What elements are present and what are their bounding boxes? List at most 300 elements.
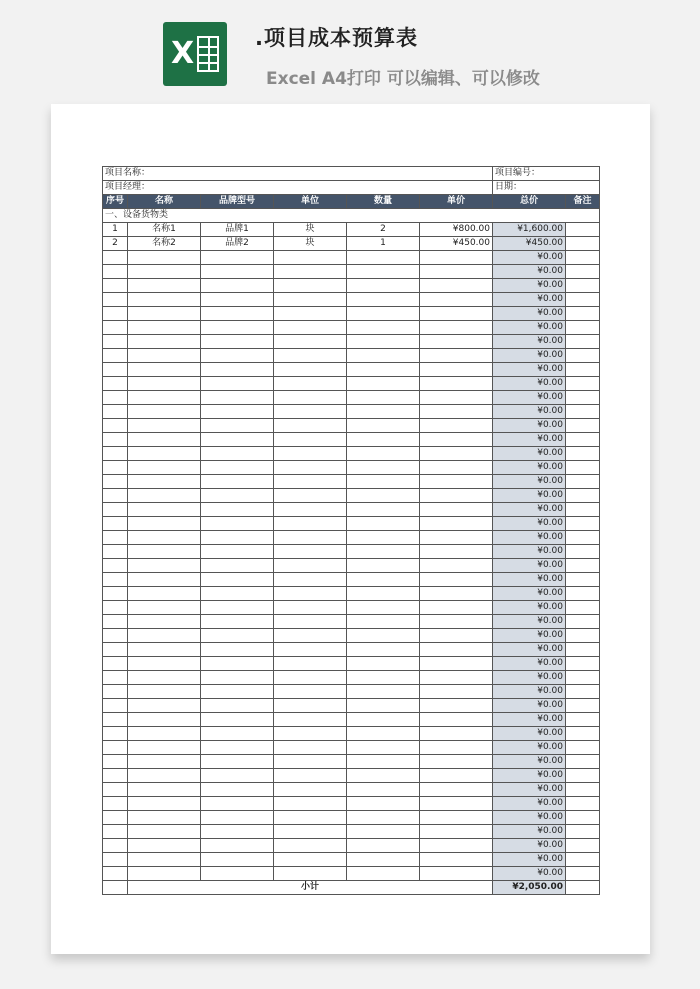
cell-quantity[interactable] [347, 867, 420, 881]
cell-brand-model[interactable] [201, 713, 274, 727]
cell-unit[interactable] [274, 447, 347, 461]
cell-name[interactable] [128, 629, 201, 643]
cell-remark[interactable] [566, 559, 600, 573]
cell-quantity[interactable] [347, 671, 420, 685]
cell-brand-model[interactable] [201, 377, 274, 391]
cell-unit-price[interactable] [420, 615, 493, 629]
cell-quantity[interactable]: 2 [347, 223, 420, 237]
cell-index[interactable] [103, 825, 128, 839]
cell-unit-price[interactable] [420, 671, 493, 685]
cell-index[interactable] [103, 531, 128, 545]
cell-index[interactable] [103, 475, 128, 489]
cell-index[interactable] [103, 671, 128, 685]
cell-index[interactable] [103, 405, 128, 419]
cell-unit-price[interactable] [420, 853, 493, 867]
cell-index[interactable]: 2 [103, 237, 128, 251]
cell-brand-model[interactable] [201, 811, 274, 825]
cell-total-price[interactable]: ¥0.00 [493, 559, 566, 573]
cell-name[interactable] [128, 643, 201, 657]
cell-brand-model[interactable] [201, 293, 274, 307]
cell-total-price[interactable]: ¥0.00 [493, 545, 566, 559]
cell-remark[interactable] [566, 321, 600, 335]
cell-index[interactable] [103, 769, 128, 783]
cell-name[interactable] [128, 573, 201, 587]
cell-unit[interactable] [274, 503, 347, 517]
cell-total-price[interactable]: ¥0.00 [493, 377, 566, 391]
cell-remark[interactable] [566, 223, 600, 237]
cell-quantity[interactable] [347, 573, 420, 587]
cell-index[interactable] [103, 853, 128, 867]
cell-quantity[interactable] [347, 251, 420, 265]
cell-unit-price[interactable] [420, 307, 493, 321]
cell-unit-price[interactable] [420, 433, 493, 447]
cell-quantity[interactable] [347, 517, 420, 531]
cell-unit-price[interactable] [420, 573, 493, 587]
cell-unit[interactable] [274, 587, 347, 601]
cell-index[interactable] [103, 797, 128, 811]
cell-index[interactable] [103, 377, 128, 391]
cell-remark[interactable] [566, 489, 600, 503]
cell-remark[interactable] [566, 335, 600, 349]
cell-name[interactable] [128, 531, 201, 545]
cell-name[interactable] [128, 769, 201, 783]
cell-total-price[interactable]: ¥0.00 [493, 713, 566, 727]
cell-unit-price[interactable] [420, 769, 493, 783]
cell-total-price[interactable]: ¥0.00 [493, 419, 566, 433]
cell-unit[interactable] [274, 629, 347, 643]
cell-total-price[interactable]: ¥0.00 [493, 629, 566, 643]
cell-name[interactable] [128, 377, 201, 391]
cell-total-price[interactable]: ¥0.00 [493, 307, 566, 321]
cell-index[interactable] [103, 503, 128, 517]
cell-total-price[interactable]: ¥0.00 [493, 265, 566, 279]
cell-unit[interactable] [274, 251, 347, 265]
cell-quantity[interactable] [347, 699, 420, 713]
cell-unit-price[interactable] [420, 601, 493, 615]
date-cell[interactable]: 日期： [493, 181, 600, 195]
cell-total-price[interactable]: ¥0.00 [493, 531, 566, 545]
cell-quantity[interactable] [347, 629, 420, 643]
cell-quantity[interactable] [347, 797, 420, 811]
cell-brand-model[interactable]: 品牌2 [201, 237, 274, 251]
cell-index[interactable] [103, 657, 128, 671]
cell-total-price[interactable]: ¥1,600.00 [493, 223, 566, 237]
cell-total-price[interactable]: ¥0.00 [493, 321, 566, 335]
cell-name[interactable] [128, 741, 201, 755]
cell-remark[interactable] [566, 853, 600, 867]
cell-remark[interactable] [566, 545, 600, 559]
cell-unit-price[interactable]: ¥800.00 [420, 223, 493, 237]
cell-remark[interactable] [566, 811, 600, 825]
cell-unit[interactable] [274, 825, 347, 839]
cell-name[interactable] [128, 251, 201, 265]
cell-unit-price[interactable] [420, 265, 493, 279]
cell-total-price[interactable]: ¥0.00 [493, 825, 566, 839]
cell-remark[interactable] [566, 363, 600, 377]
cell-unit[interactable] [274, 797, 347, 811]
cell-remark[interactable] [566, 839, 600, 853]
cell-index[interactable] [103, 699, 128, 713]
cell-remark[interactable] [566, 615, 600, 629]
cell-remark[interactable] [566, 825, 600, 839]
cell-total-price[interactable]: ¥0.00 [493, 587, 566, 601]
cell-quantity[interactable] [347, 727, 420, 741]
cell-unit[interactable] [274, 377, 347, 391]
cell-quantity[interactable] [347, 349, 420, 363]
cell-total-price[interactable]: ¥0.00 [493, 811, 566, 825]
cell-brand-model[interactable] [201, 251, 274, 265]
cell-quantity[interactable] [347, 489, 420, 503]
cell-index[interactable] [103, 335, 128, 349]
cell-index[interactable] [103, 741, 128, 755]
cell-name[interactable] [128, 307, 201, 321]
cell-total-price[interactable]: ¥0.00 [493, 741, 566, 755]
cell-index[interactable] [103, 713, 128, 727]
cell-unit[interactable] [274, 307, 347, 321]
cell-quantity[interactable] [347, 587, 420, 601]
cell-brand-model[interactable] [201, 461, 274, 475]
cell-total-price[interactable]: ¥0.00 [493, 853, 566, 867]
cell-name[interactable]: 名称2 [128, 237, 201, 251]
cell-unit-price[interactable] [420, 713, 493, 727]
cell-unit-price[interactable] [420, 629, 493, 643]
cell-brand-model[interactable] [201, 699, 274, 713]
cell-brand-model[interactable] [201, 391, 274, 405]
cell-quantity[interactable] [347, 433, 420, 447]
cell-name[interactable] [128, 503, 201, 517]
cell-remark[interactable] [566, 419, 600, 433]
cell-unit-price[interactable] [420, 559, 493, 573]
cell-quantity[interactable] [347, 839, 420, 853]
cell-total-price[interactable]: ¥0.00 [493, 867, 566, 881]
cell-quantity[interactable] [347, 559, 420, 573]
cell-remark[interactable] [566, 461, 600, 475]
cell-remark[interactable] [566, 279, 600, 293]
cell-unit-price[interactable] [420, 335, 493, 349]
cell-unit-price[interactable] [420, 741, 493, 755]
cell-index[interactable] [103, 349, 128, 363]
cell-unit-price[interactable] [420, 391, 493, 405]
cell-index[interactable] [103, 307, 128, 321]
cell-name[interactable] [128, 321, 201, 335]
cell-name[interactable] [128, 405, 201, 419]
cell-index[interactable] [103, 601, 128, 615]
cell-unit[interactable] [274, 461, 347, 475]
cell-quantity[interactable] [347, 783, 420, 797]
cell-name[interactable] [128, 797, 201, 811]
cell-brand-model[interactable] [201, 433, 274, 447]
cell-quantity[interactable] [347, 531, 420, 545]
cell-brand-model[interactable] [201, 755, 274, 769]
cell-brand-model[interactable] [201, 559, 274, 573]
cell-unit[interactable]: 块 [274, 223, 347, 237]
project-name-cell[interactable]: 项目名称： [103, 167, 493, 181]
cell-unit[interactable] [274, 741, 347, 755]
cell-brand-model[interactable] [201, 741, 274, 755]
cell-remark[interactable] [566, 293, 600, 307]
cell-quantity[interactable] [347, 363, 420, 377]
cell-unit-price[interactable] [420, 363, 493, 377]
cell-unit[interactable] [274, 559, 347, 573]
cell-quantity[interactable] [347, 307, 420, 321]
cell-unit-price[interactable] [420, 545, 493, 559]
cell-brand-model[interactable] [201, 587, 274, 601]
cell-unit-price[interactable] [420, 517, 493, 531]
cell-unit-price[interactable] [420, 489, 493, 503]
cell-index[interactable] [103, 517, 128, 531]
cell-name[interactable] [128, 671, 201, 685]
cell-unit-price[interactable]: ¥450.00 [420, 237, 493, 251]
cell-total-price[interactable]: ¥0.00 [493, 797, 566, 811]
cell-brand-model[interactable] [201, 825, 274, 839]
cell-name[interactable] [128, 293, 201, 307]
cell-name[interactable] [128, 461, 201, 475]
cell-unit-price[interactable] [420, 377, 493, 391]
cell-brand-model[interactable] [201, 265, 274, 279]
cell-total-price[interactable]: ¥0.00 [493, 293, 566, 307]
cell-total-price[interactable]: ¥0.00 [493, 349, 566, 363]
cell-unit[interactable] [274, 489, 347, 503]
cell-index[interactable] [103, 391, 128, 405]
cell-remark[interactable] [566, 713, 600, 727]
cell-unit[interactable] [274, 713, 347, 727]
cell-remark[interactable] [566, 447, 600, 461]
cell-quantity[interactable] [347, 503, 420, 517]
cell-name[interactable] [128, 755, 201, 769]
cell-unit-price[interactable] [420, 825, 493, 839]
cell-quantity[interactable] [347, 419, 420, 433]
cell-name[interactable] [128, 559, 201, 573]
cell-brand-model[interactable] [201, 643, 274, 657]
cell-total-price[interactable]: ¥0.00 [493, 643, 566, 657]
cell-total-price[interactable]: ¥0.00 [493, 475, 566, 489]
cell-name[interactable] [128, 825, 201, 839]
cell-brand-model[interactable] [201, 307, 274, 321]
cell-remark[interactable] [566, 783, 600, 797]
cell-unit-price[interactable] [420, 657, 493, 671]
cell-brand-model[interactable] [201, 839, 274, 853]
cell-brand-model[interactable] [201, 629, 274, 643]
cell-name[interactable] [128, 349, 201, 363]
project-manager-cell[interactable]: 项目经理： [103, 181, 493, 195]
cell-quantity[interactable] [347, 643, 420, 657]
cell-total-price[interactable]: ¥0.00 [493, 517, 566, 531]
cell-name[interactable] [128, 615, 201, 629]
cell-remark[interactable] [566, 573, 600, 587]
cell-unit[interactable] [274, 811, 347, 825]
cell-brand-model[interactable] [201, 545, 274, 559]
cell-unit[interactable] [274, 349, 347, 363]
cell-name[interactable] [128, 363, 201, 377]
cell-unit[interactable] [274, 601, 347, 615]
cell-index[interactable] [103, 783, 128, 797]
cell-quantity[interactable] [347, 657, 420, 671]
cell-remark[interactable] [566, 755, 600, 769]
cell-index[interactable] [103, 587, 128, 601]
cell-name[interactable] [128, 839, 201, 853]
cell-name[interactable] [128, 335, 201, 349]
cell-unit[interactable] [274, 699, 347, 713]
cell-brand-model[interactable] [201, 531, 274, 545]
cell-quantity[interactable] [347, 335, 420, 349]
cell-unit[interactable] [274, 685, 347, 699]
cell-index[interactable] [103, 265, 128, 279]
cell-name[interactable] [128, 475, 201, 489]
cell-total-price[interactable]: ¥0.00 [493, 657, 566, 671]
cell-unit[interactable] [274, 265, 347, 279]
cell-unit-price[interactable] [420, 783, 493, 797]
cell-unit-price[interactable] [420, 279, 493, 293]
cell-unit[interactable] [274, 867, 347, 881]
cell-quantity[interactable] [347, 279, 420, 293]
cell-index[interactable] [103, 755, 128, 769]
cell-total-price[interactable]: ¥0.00 [493, 279, 566, 293]
cell-unit-price[interactable] [420, 531, 493, 545]
cell-remark[interactable] [566, 797, 600, 811]
cell-total-price[interactable]: ¥0.00 [493, 405, 566, 419]
cell-index[interactable] [103, 629, 128, 643]
cell-remark[interactable] [566, 867, 600, 881]
cell-unit-price[interactable] [420, 727, 493, 741]
cell-brand-model[interactable] [201, 321, 274, 335]
cell-remark[interactable] [566, 349, 600, 363]
cell-quantity[interactable] [347, 601, 420, 615]
cell-total-price[interactable]: ¥0.00 [493, 251, 566, 265]
cell-remark[interactable] [566, 531, 600, 545]
cell-total-price[interactable]: ¥0.00 [493, 685, 566, 699]
cell-unit-price[interactable] [420, 461, 493, 475]
cell-remark[interactable] [566, 629, 600, 643]
cell-name[interactable] [128, 433, 201, 447]
cell-unit-price[interactable] [420, 503, 493, 517]
cell-remark[interactable] [566, 657, 600, 671]
cell-total-price[interactable]: ¥0.00 [493, 503, 566, 517]
cell-quantity[interactable] [347, 391, 420, 405]
cell-remark[interactable] [566, 517, 600, 531]
cell-total-price[interactable]: ¥450.00 [493, 237, 566, 251]
cell-remark[interactable] [566, 475, 600, 489]
cell-brand-model[interactable] [201, 867, 274, 881]
cell-remark[interactable] [566, 391, 600, 405]
cell-index[interactable] [103, 867, 128, 881]
cell-quantity[interactable] [347, 377, 420, 391]
cell-brand-model[interactable] [201, 657, 274, 671]
cell-unit-price[interactable] [420, 643, 493, 657]
cell-total-price[interactable]: ¥0.00 [493, 727, 566, 741]
cell-brand-model[interactable] [201, 349, 274, 363]
cell-remark[interactable] [566, 643, 600, 657]
cell-brand-model[interactable] [201, 489, 274, 503]
cell-quantity[interactable] [347, 447, 420, 461]
cell-unit-price[interactable] [420, 321, 493, 335]
cell-name[interactable] [128, 391, 201, 405]
cell-name[interactable] [128, 601, 201, 615]
cell-index[interactable] [103, 573, 128, 587]
cell-total-price[interactable]: ¥0.00 [493, 755, 566, 769]
cell-unit-price[interactable] [420, 293, 493, 307]
cell-index[interactable] [103, 293, 128, 307]
cell-unit-price[interactable] [420, 419, 493, 433]
cell-quantity[interactable] [347, 755, 420, 769]
cell-remark[interactable] [566, 741, 600, 755]
cell-name[interactable] [128, 489, 201, 503]
cell-index[interactable] [103, 461, 128, 475]
cell-unit-price[interactable] [420, 251, 493, 265]
cell-index[interactable] [103, 279, 128, 293]
cell-name[interactable] [128, 867, 201, 881]
cell-index[interactable]: 1 [103, 223, 128, 237]
cell-quantity[interactable] [347, 545, 420, 559]
cell-remark[interactable] [566, 237, 600, 251]
cell-quantity[interactable] [347, 461, 420, 475]
cell-name[interactable] [128, 811, 201, 825]
cell-total-price[interactable]: ¥0.00 [493, 447, 566, 461]
cell-unit-price[interactable] [420, 587, 493, 601]
cell-unit-price[interactable] [420, 755, 493, 769]
cell-quantity[interactable] [347, 265, 420, 279]
cell-brand-model[interactable] [201, 685, 274, 699]
cell-total-price[interactable]: ¥0.00 [493, 615, 566, 629]
cell-name[interactable] [128, 727, 201, 741]
cell-quantity[interactable] [347, 713, 420, 727]
cell-unit-price[interactable] [420, 699, 493, 713]
cell-name[interactable] [128, 545, 201, 559]
cell-unit[interactable] [274, 727, 347, 741]
cell-total-price[interactable]: ¥0.00 [493, 783, 566, 797]
cell-unit[interactable] [274, 405, 347, 419]
cell-remark[interactable] [566, 307, 600, 321]
cell-unit[interactable] [274, 853, 347, 867]
cell-name[interactable] [128, 685, 201, 699]
cell-name[interactable] [128, 517, 201, 531]
cell-total-price[interactable]: ¥0.00 [493, 461, 566, 475]
cell-quantity[interactable] [347, 769, 420, 783]
cell-name[interactable] [128, 713, 201, 727]
cell-quantity[interactable] [347, 475, 420, 489]
cell-unit-price[interactable] [420, 797, 493, 811]
cell-remark[interactable] [566, 587, 600, 601]
cell-total-price[interactable]: ¥0.00 [493, 839, 566, 853]
cell-total-price[interactable]: ¥0.00 [493, 601, 566, 615]
cell-index[interactable] [103, 489, 128, 503]
cell-brand-model[interactable] [201, 405, 274, 419]
cell-unit-price[interactable] [420, 867, 493, 881]
cell-unit[interactable] [274, 755, 347, 769]
cell-name[interactable] [128, 279, 201, 293]
cell-brand-model[interactable] [201, 503, 274, 517]
cell-unit[interactable] [274, 769, 347, 783]
cell-total-price[interactable]: ¥0.00 [493, 699, 566, 713]
cell-quantity[interactable] [347, 293, 420, 307]
cell-index[interactable] [103, 433, 128, 447]
cell-index[interactable] [103, 811, 128, 825]
cell-index[interactable] [103, 545, 128, 559]
cell-quantity[interactable] [347, 615, 420, 629]
cell-quantity[interactable] [347, 811, 420, 825]
cell-remark[interactable] [566, 265, 600, 279]
cell-index[interactable] [103, 419, 128, 433]
cell-unit[interactable] [274, 335, 347, 349]
cell-unit[interactable] [274, 433, 347, 447]
cell-index[interactable] [103, 643, 128, 657]
cell-brand-model[interactable] [201, 797, 274, 811]
cell-quantity[interactable] [347, 321, 420, 335]
cell-total-price[interactable]: ¥0.00 [493, 391, 566, 405]
cell-brand-model[interactable]: 品牌1 [201, 223, 274, 237]
cell-unit[interactable]: 块 [274, 237, 347, 251]
cell-index[interactable] [103, 727, 128, 741]
cell-unit[interactable] [274, 573, 347, 587]
